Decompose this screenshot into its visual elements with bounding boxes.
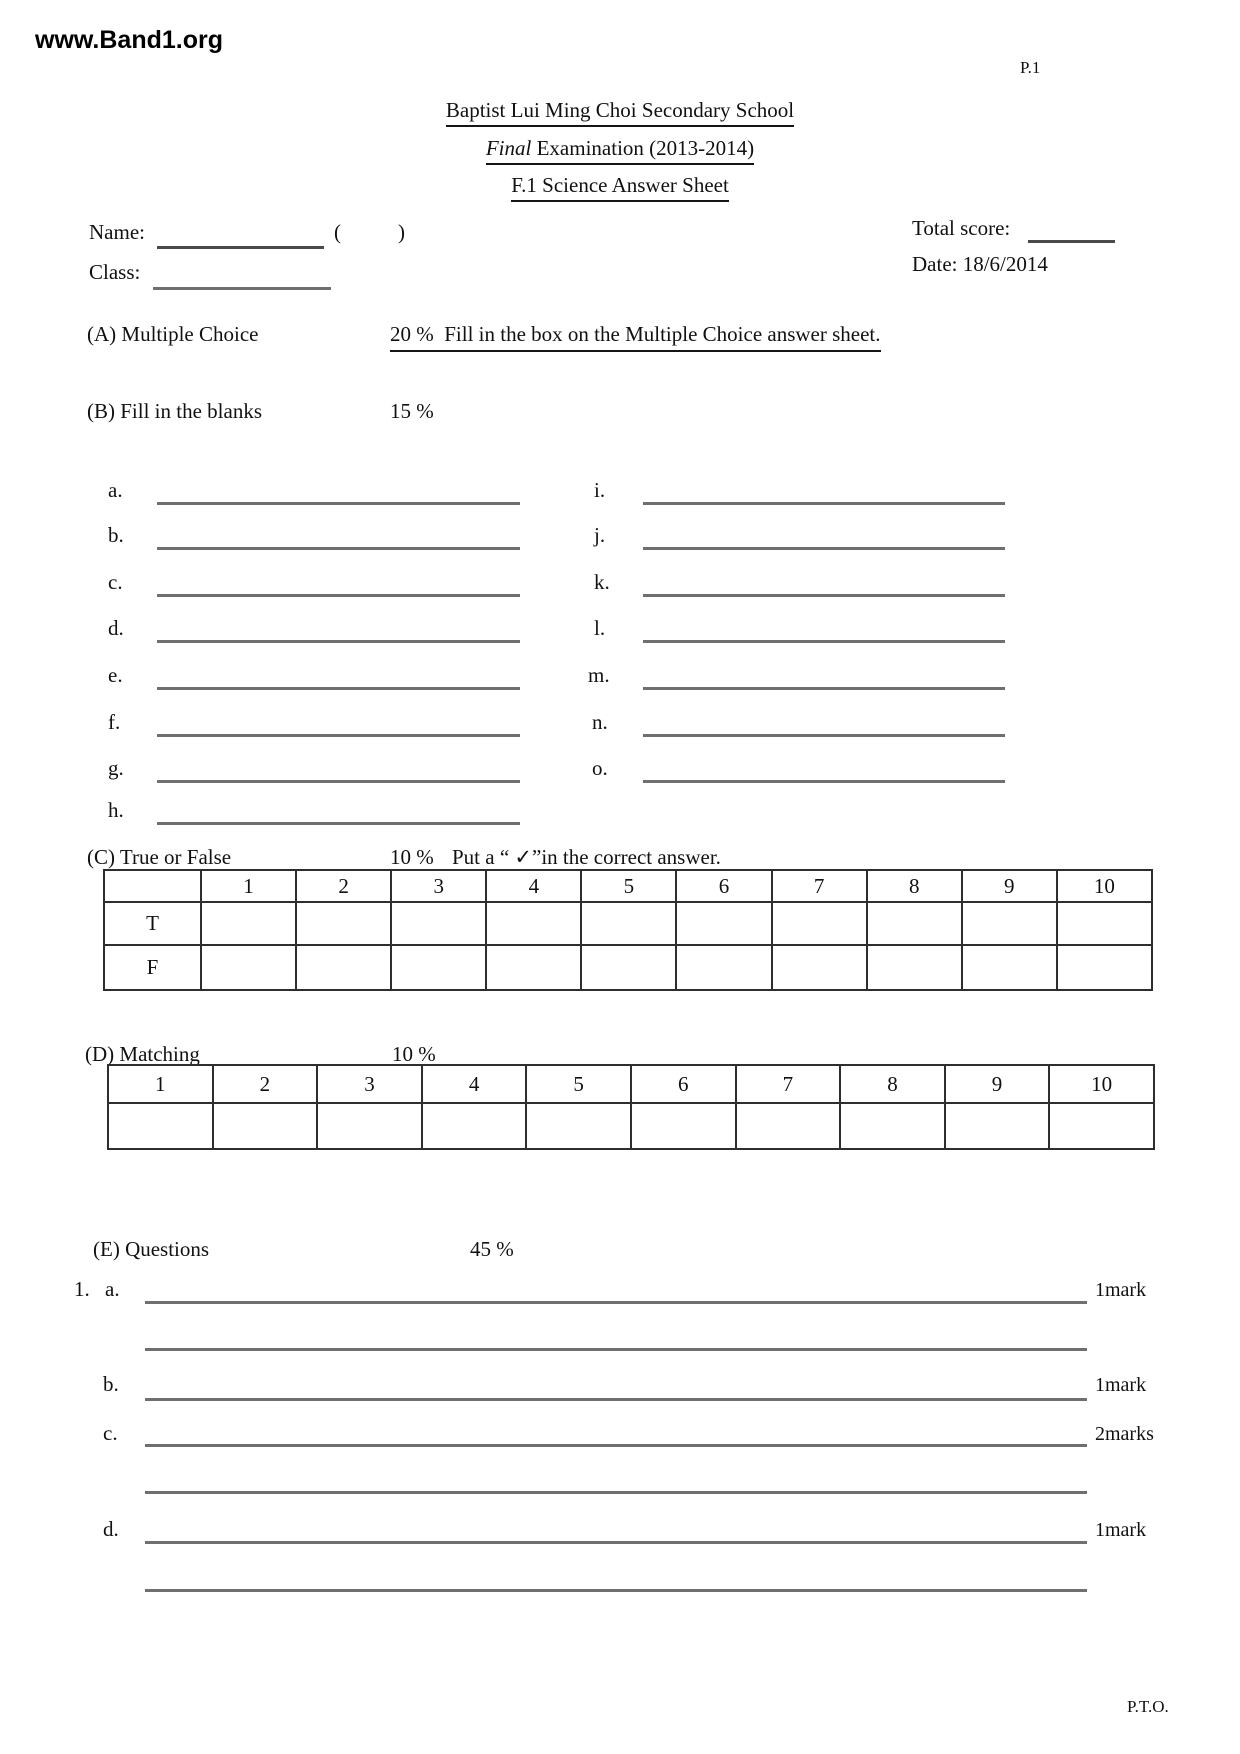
answer-cell <box>867 945 962 990</box>
blank-item-letter: d. <box>108 616 124 640</box>
site-watermark: www.Band1.org <box>35 26 223 54</box>
answer-cell <box>391 945 486 990</box>
answer-blank-line <box>145 1348 1087 1351</box>
page-number: P.1 <box>1020 58 1041 77</box>
class-number-paren-close: ) <box>398 220 405 244</box>
exam-title-rest: Examination (2013-2014) <box>531 136 755 160</box>
answer-blank-line <box>643 687 1005 690</box>
blank-item-letter: g. <box>108 756 124 780</box>
sheet-title: F.1 Science Answer Sheet <box>511 173 729 202</box>
mark-label: 1mark <box>1095 1279 1147 1301</box>
sheet-title-row <box>0 173 1240 202</box>
answer-blank-line <box>643 594 1005 597</box>
section-e-percent: 45 % <box>470 1237 514 1261</box>
true-false-header-row <box>104 870 1152 902</box>
answer-cell <box>317 1103 422 1149</box>
blank-item-letter: k. <box>594 570 610 594</box>
blank-item-letter: b. <box>108 523 124 547</box>
blank-item-letter: i. <box>594 478 606 502</box>
section-b-label: (B) Fill in the blanks <box>87 399 262 423</box>
column-header: 4 <box>422 1065 527 1103</box>
column-header: 2 <box>213 1065 318 1103</box>
answer-blank-line <box>643 780 1005 783</box>
question-item-letter: b. <box>103 1372 119 1396</box>
section-a-instruction: 20 % Fill in the box on the Multiple Choice answer sheet. <box>390 322 881 352</box>
column-header: 6 <box>631 1065 736 1103</box>
exam-title-row <box>0 136 1240 165</box>
answer-blank-line <box>157 687 520 690</box>
column-header: 4 <box>486 870 581 902</box>
answer-cell <box>486 945 581 990</box>
blank-item-letter: f. <box>108 710 121 734</box>
blank-item-letter: m. <box>588 663 610 687</box>
answer-blank-line <box>643 502 1005 505</box>
answer-blank-line <box>145 1589 1087 1592</box>
section-c-label: (C) True or False <box>87 845 232 869</box>
answer-cell <box>772 902 867 945</box>
class-blank-line <box>153 287 331 290</box>
answer-cell <box>676 945 771 990</box>
column-header: 9 <box>945 1065 1050 1103</box>
answer-cell <box>962 945 1057 990</box>
blank-item-letter: a. <box>108 478 123 502</box>
answer-cell <box>201 945 296 990</box>
answer-blank-line <box>145 1444 1087 1447</box>
answer-cell <box>201 902 296 945</box>
answer-blank-line <box>145 1491 1087 1494</box>
blank-item-letter: l. <box>594 616 606 640</box>
mark-label: 1mark <box>1095 1374 1147 1396</box>
blank-item-letter: n. <box>592 710 608 734</box>
question-number: 1. <box>74 1277 90 1301</box>
answer-blank-line <box>157 734 520 737</box>
answer-blank-line <box>157 822 520 825</box>
true-false-table <box>103 869 1153 991</box>
exam-title-italic: Final <box>485 136 532 160</box>
school-title: Baptist Lui Ming Choi Secondary School <box>446 98 794 127</box>
column-header: 2 <box>296 870 391 902</box>
question-item-letter: d. <box>103 1517 119 1541</box>
matching-header-row <box>108 1065 1154 1103</box>
answer-cell <box>945 1103 1050 1149</box>
answer-blank-line <box>157 640 520 643</box>
answer-cell <box>581 902 676 945</box>
answer-blank-line <box>643 547 1005 550</box>
total-score-label: Total score: <box>912 216 1011 240</box>
column-header: 7 <box>736 1065 841 1103</box>
answer-cell <box>1057 902 1152 945</box>
answer-blank-line <box>157 780 520 783</box>
question-item-letter: c. <box>103 1421 118 1445</box>
column-header: 8 <box>840 1065 945 1103</box>
blank-item-letter: j. <box>594 523 606 547</box>
name-blank-line <box>157 246 324 249</box>
answer-cell <box>867 902 962 945</box>
answer-blank-line <box>643 734 1005 737</box>
section-d-label: (D) Matching <box>85 1042 200 1066</box>
column-header: 7 <box>772 870 867 902</box>
table-corner-cell <box>104 870 201 902</box>
answer-cell <box>1049 1103 1154 1149</box>
column-header: 1 <box>201 870 296 902</box>
answer-cell <box>526 1103 631 1149</box>
row-header-true: T <box>104 902 201 945</box>
mark-label: 1mark <box>1095 1519 1147 1541</box>
total-score-blank-line <box>1028 240 1115 243</box>
section-a-label: (A) Multiple Choice <box>87 322 259 346</box>
blank-item-letter: o. <box>592 756 608 780</box>
answer-blank-line <box>157 502 520 505</box>
answer-cell <box>736 1103 841 1149</box>
answer-cell <box>296 902 391 945</box>
question-item-letter: a. <box>105 1277 120 1301</box>
answer-blank-line <box>157 594 520 597</box>
answer-blank-line <box>145 1398 1087 1401</box>
answer-cell <box>772 945 867 990</box>
date-label: Date: 18/6/2014 <box>912 252 1048 276</box>
answer-cell <box>840 1103 945 1149</box>
column-header: 3 <box>391 870 486 902</box>
answer-blank-line <box>157 547 520 550</box>
column-header: 3 <box>317 1065 422 1103</box>
name-label: Name: <box>89 220 145 244</box>
school-title-row <box>0 98 1240 127</box>
matching-table <box>107 1064 1155 1150</box>
mark-label: 2marks <box>1095 1423 1154 1445</box>
answer-cell <box>213 1103 318 1149</box>
false-row <box>104 945 1152 990</box>
row-header-false: F <box>104 945 201 990</box>
answer-cell <box>391 902 486 945</box>
exam-title <box>486 136 754 165</box>
answer-cell <box>631 1103 736 1149</box>
column-header: 1 <box>108 1065 213 1103</box>
answer-cell <box>296 945 391 990</box>
class-label: Class: <box>89 260 141 284</box>
column-header: 8 <box>867 870 962 902</box>
column-header: 10 <box>1057 870 1152 902</box>
true-row <box>104 902 1152 945</box>
column-header: 6 <box>676 870 771 902</box>
matching-answer-row <box>108 1103 1154 1149</box>
section-b-percent: 15 % <box>390 399 434 423</box>
blank-item-letter: c. <box>108 570 123 594</box>
class-number-paren-open: ( <box>334 220 341 244</box>
answer-cell <box>108 1103 213 1149</box>
blank-item-letter: e. <box>108 663 123 687</box>
column-header: 5 <box>581 870 676 902</box>
section-c-percent: 10 % <box>390 845 434 869</box>
answer-blank-line <box>145 1541 1087 1544</box>
answer-cell <box>962 902 1057 945</box>
column-header: 10 <box>1049 1065 1154 1103</box>
answer-cell <box>1057 945 1152 990</box>
answer-cell <box>486 902 581 945</box>
answer-blank-line <box>643 640 1005 643</box>
blank-item-letter: h. <box>108 798 124 822</box>
section-c-instruction: Put a “ ✓”in the correct answer. <box>452 845 721 869</box>
answer-cell <box>422 1103 527 1149</box>
answer-cell <box>676 902 771 945</box>
column-header: 9 <box>962 870 1057 902</box>
section-d-percent: 10 % <box>392 1042 436 1066</box>
answer-cell <box>581 945 676 990</box>
answer-blank-line <box>145 1301 1087 1304</box>
section-e-label: (E) Questions <box>93 1237 210 1261</box>
column-header: 5 <box>526 1065 631 1103</box>
page-turn-over-label: P.T.O. <box>1127 1697 1169 1716</box>
